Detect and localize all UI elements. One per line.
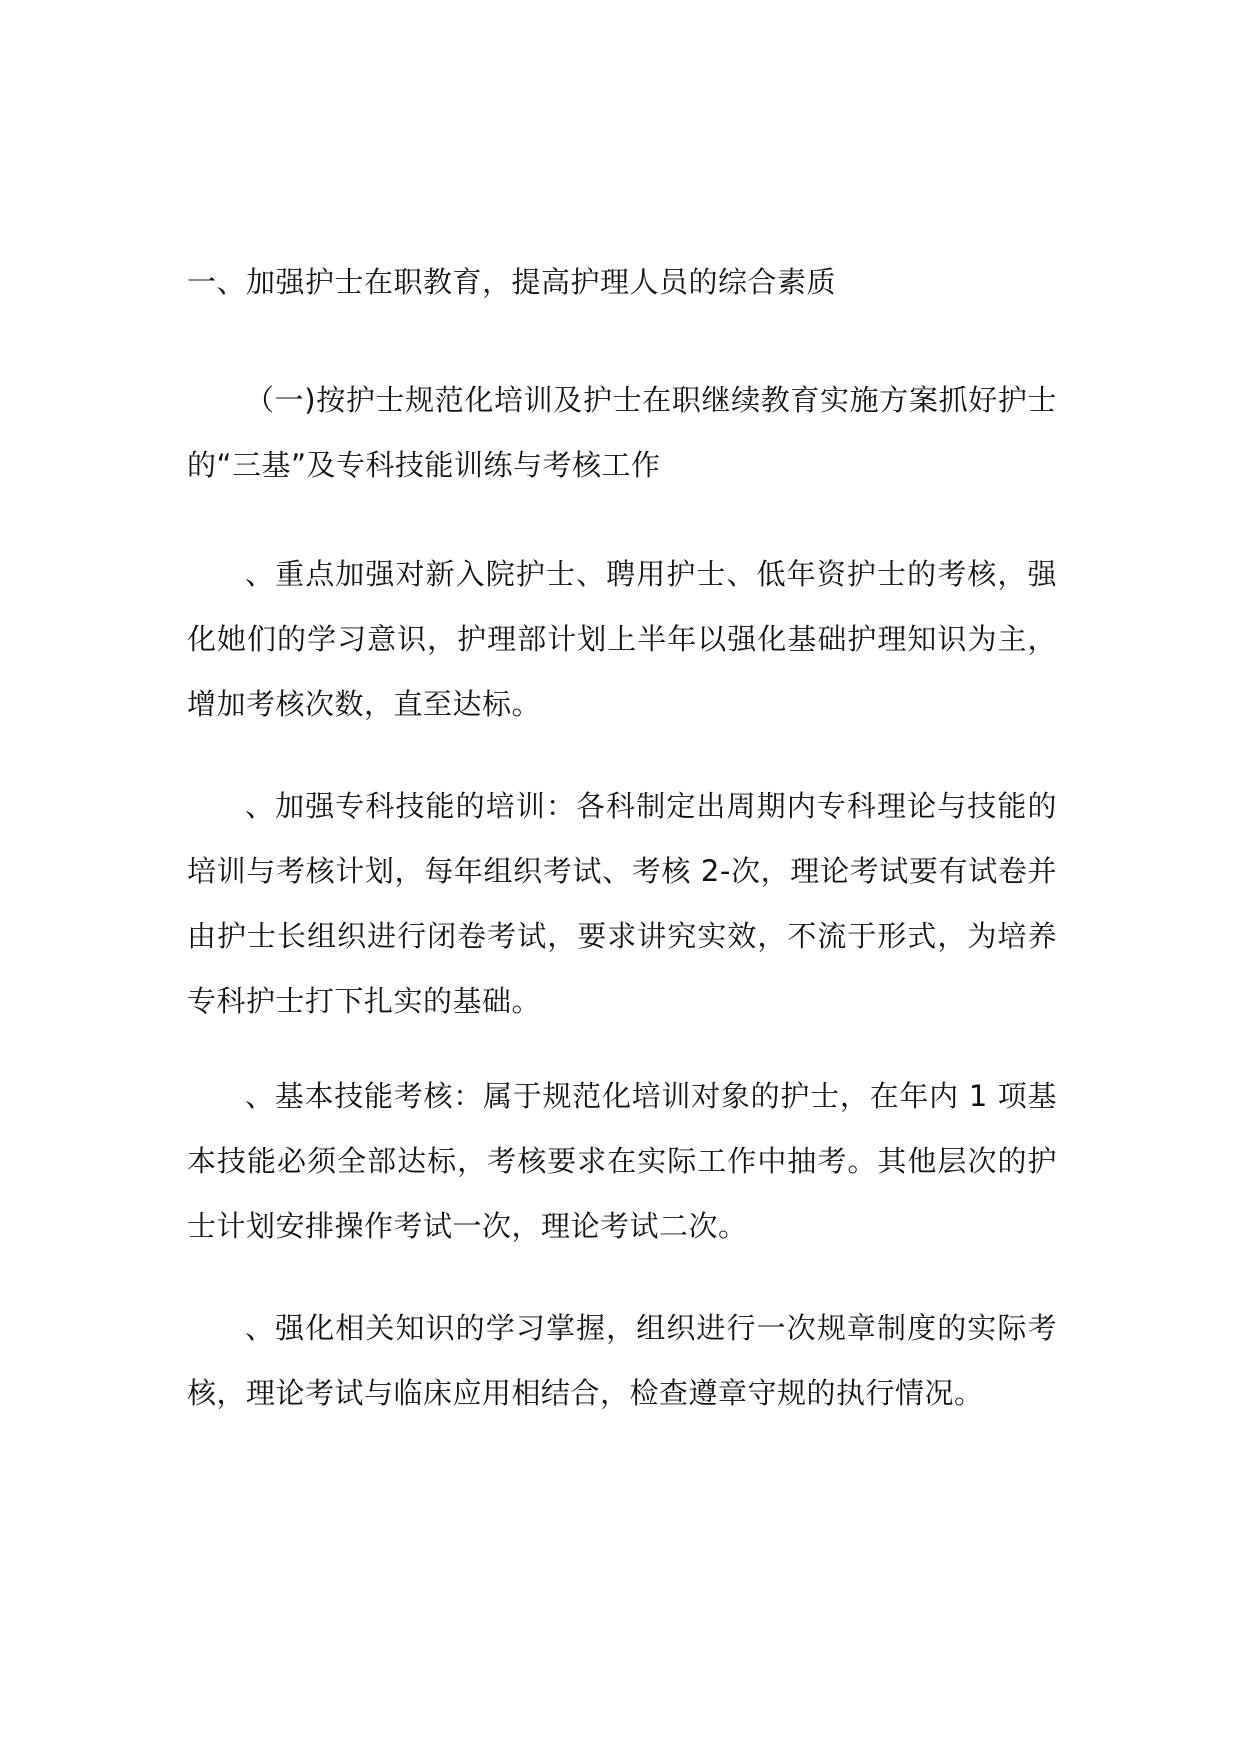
paragraph-regulations-knowledge: 、强化相关知识的学习掌握，组织进行一次规章制度的实际考核，理论考试与临床应用相结合，检查遵章守规的执行情况。 [187,1311,1057,1410]
section-heading: 一、加强护士在职教育，提高护理人员的综合素质 [187,265,837,299]
paragraph-basic-skills-assessment: 、基本技能考核：属于规范化培训对象的护士，在年内 1 项基本技能必须全部达标，考核要求在实际工作中抽考。其他层次的护士计划安排操作考试一次，理论考试二次。 [187,1079,1057,1243]
paragraph-new-nurse-assessment: 、重点加强对新入院护士、聘用护士、低年资护士的考核，强化她们的学习意识，护理部计划上半年以强化基础护理知识为主，增加考核次数，直至达标。 [187,557,1057,721]
subsection-heading: （一)按护士规范化培训及护士在职继续教育实施方案抓好护士的“三基”及专科技能训练与考核工作 [187,383,1057,482]
paragraph-specialty-training: 、加强专科技能的培训：各科制定出周期内专科理论与技能的培训与考核计划，每年组织考试、考核 2-次，理论考试要有试卷并由护士长组织进行闭卷考试，要求讲究实效，不流于形式，为培养专科护士打下扎实的基础。 [187,789,1057,1018]
